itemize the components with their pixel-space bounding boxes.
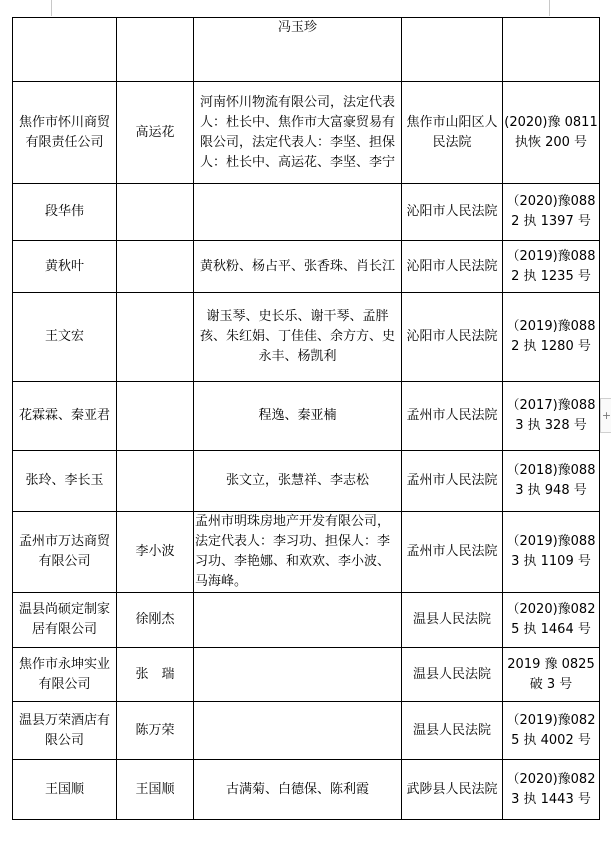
related-cell: 程逸、秦亚楠 <box>194 382 402 451</box>
debtor-cell: 温县尚硕定制家居有限公司 <box>13 593 117 648</box>
court-cell: 沁阳市人民法院 <box>402 293 503 382</box>
legal-rep-cell <box>117 451 194 512</box>
case-no-cell: （2020)豫0882 执 1397 号 <box>503 184 600 241</box>
table-row <box>13 512 600 593</box>
related-cell: 古满菊、白德保、陈利霞 <box>194 760 402 820</box>
related-cell: 河南怀川物流有限公司，法定代表人：杜长中、焦作市大富豪贸易有限公司，法定代表人：李坚、担保人：杜长中、高运花、李坚、李宁 <box>194 82 402 184</box>
legal-rep-cell: 高运花 <box>117 82 194 184</box>
case-no-cell: 2019 豫 0825 破 3 号 <box>503 648 600 702</box>
legal-rep-cell: 陈万荣 <box>117 702 194 760</box>
table-row <box>13 18 600 82</box>
debtor-cell: 王文宏 <box>13 293 117 382</box>
related-cell: 冯玉珍 <box>194 18 402 82</box>
court-cell: 孟州市人民法院 <box>402 512 503 593</box>
debtor-cell <box>13 18 117 82</box>
debtor-cell: 孟州市万达商贸有限公司 <box>13 512 117 593</box>
court-cell <box>402 18 503 82</box>
legal-rep-cell: 徐刚杰 <box>117 593 194 648</box>
table-add-column-handle[interactable] <box>600 398 611 433</box>
court-cell: 武陟县人民法院 <box>402 760 503 820</box>
case-no-cell: (2020)豫 0811 执恢 200 号 <box>503 82 600 184</box>
related-cell <box>194 702 402 760</box>
related-cell: 黄秋粉、杨占平、张香珠、肖长江 <box>194 241 402 293</box>
table-row <box>13 184 600 241</box>
related-cell <box>194 593 402 648</box>
court-cell: 沁阳市人民法院 <box>402 184 503 241</box>
case-no-cell: （2019)豫0882 执 1235 号 <box>503 241 600 293</box>
debtor-cell: 张玲、李长玉 <box>13 451 117 512</box>
table-row <box>13 760 600 820</box>
table-row <box>13 451 600 512</box>
related-cell: 谢玉琴、史长乐、谢干琴、孟胖孩、朱红娟、丁佳佳、余方方、史永丰、杨凯利 <box>194 293 402 382</box>
case-no-cell: （2019)豫0883 执 1109 号 <box>503 512 600 593</box>
case-no-cell: （2018)豫0883 执 948 号 <box>503 451 600 512</box>
page-margin-mark-left <box>51 0 52 16</box>
case-no-cell: （2017)豫0883 执 328 号 <box>503 382 600 451</box>
table-row <box>13 241 600 293</box>
court-cell: 温县人民法院 <box>402 593 503 648</box>
table-row <box>13 593 600 648</box>
legal-rep-cell <box>117 241 194 293</box>
table-row <box>13 648 600 702</box>
debtor-cell: 王国顺 <box>13 760 117 820</box>
related-cell <box>194 184 402 241</box>
court-cell: 沁阳市人民法院 <box>402 241 503 293</box>
debtor-cell: 黄秋叶 <box>13 241 117 293</box>
court-cell: 焦作市山阳区人民法院 <box>402 82 503 184</box>
debtor-cell: 温县万荣酒店有限公司 <box>13 702 117 760</box>
court-cell: 孟州市人民法院 <box>402 382 503 451</box>
case-no-cell <box>503 18 600 82</box>
page-margin-mark-right <box>549 0 550 16</box>
case-no-cell: （2020)豫0823 执 1443 号 <box>503 760 600 820</box>
plus-icon: + <box>601 409 611 422</box>
legal-rep-cell <box>117 184 194 241</box>
related-cell <box>194 648 402 702</box>
case-no-cell: （2019)豫0825 执 4002 号 <box>503 702 600 760</box>
table-row <box>13 382 600 451</box>
case-no-cell: （2020)豫0825 执 1464 号 <box>503 593 600 648</box>
legal-rep-cell <box>117 382 194 451</box>
table-row <box>13 82 600 184</box>
enforcement-table <box>12 17 600 820</box>
case-no-cell: （2019)豫0882 执 1280 号 <box>503 293 600 382</box>
debtor-cell: 花霖霖、秦亚君 <box>13 382 117 451</box>
legal-rep-cell <box>117 293 194 382</box>
debtor-cell: 焦作市永坤实业有限公司 <box>13 648 117 702</box>
related-cell: 张文立，张慧祥、李志松 <box>194 451 402 512</box>
related-cell: 孟州市明珠房地产开发有限公司，法定代表人：李习功、担保人：李习功、李艳娜、和欢欢、李小波、马海峰。 <box>194 512 402 593</box>
table-row <box>13 293 600 382</box>
legal-rep-cell: 王国顺 <box>117 760 194 820</box>
debtor-cell: 焦作市怀川商贸有限责任公司 <box>13 82 117 184</box>
court-cell: 温县人民法院 <box>402 648 503 702</box>
court-cell: 温县人民法院 <box>402 702 503 760</box>
court-cell: 孟州市人民法院 <box>402 451 503 512</box>
legal-rep-cell <box>117 18 194 82</box>
debtor-cell: 段华伟 <box>13 184 117 241</box>
table-row <box>13 702 600 760</box>
legal-rep-cell: 李小波 <box>117 512 194 593</box>
legal-rep-cell: 张 瑞 <box>117 648 194 702</box>
